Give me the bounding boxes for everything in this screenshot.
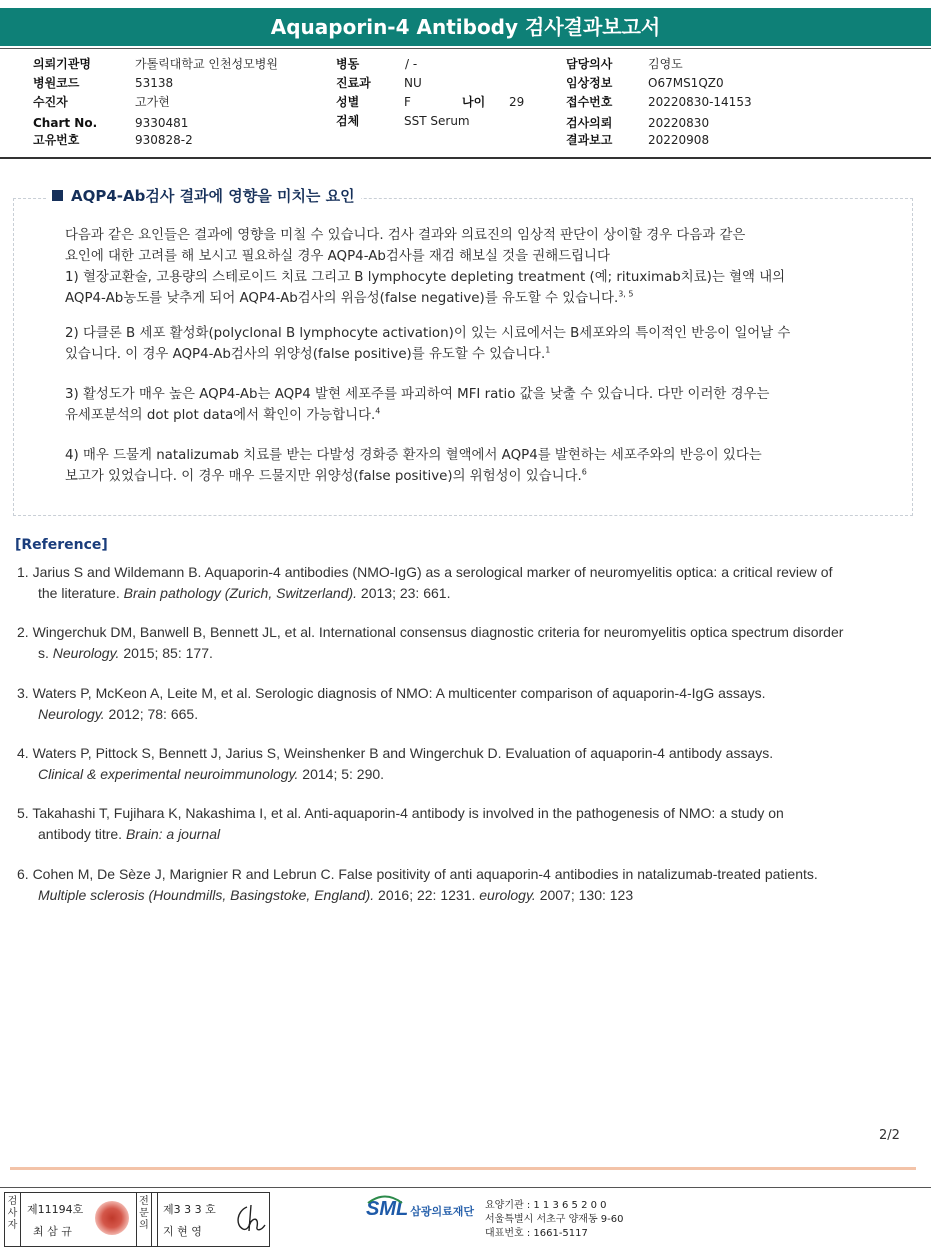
department-label: 진료과 — [336, 76, 371, 90]
unique-no-value: 930828-2 — [135, 133, 193, 147]
ward-value: / - — [405, 57, 418, 71]
reference-2-line-1: 2. Wingerchuk DM, Banwell B, Bennett JL, et al. International consensus diagnostic criteria for neuromyelitis optica spectrum disorder — [17, 624, 844, 640]
factor-4-line-1: 4) 매우 드물게 natalizumab 치료를 받는 다발성 경화증 환자의 혈액에서 AQP4를 발현하는 세포주와의 반응이 있다는 — [65, 448, 762, 463]
hospital-code-value: 53138 — [135, 76, 174, 90]
factor-1-line-1: 1) 혈장교환술, 고용량의 스테로이드 치료 그리고 B lymphocyte depleting treatment (예; rituximab치료)는 혈액 내의 — [65, 270, 786, 285]
seal-stamp-icon — [95, 1201, 129, 1235]
reference-5-text: antibody titre. — [38, 826, 126, 842]
factor-1-citation: 3, 5 — [618, 289, 634, 299]
reference-6-journal: Multiple sclerosis (Houndmills, Basingstoke, England). — [38, 887, 375, 903]
reference-2-citation: 2015; 85: 177. — [119, 645, 213, 661]
reference-3-line-2 — [17, 704, 927, 725]
examiner-name: 최 삼 규 — [33, 1225, 72, 1238]
factor-2-citation: 1 — [545, 345, 551, 355]
reference-5-journal: Brain: a journal — [125, 826, 221, 842]
requesting-org-value: 가톨릭대학교 인천성모병원 — [135, 57, 278, 71]
hospital-code-label: 병원코드 — [33, 76, 80, 90]
report-title: Aquaporin-4 Antibody 검사결과보고서 — [0, 8, 931, 46]
signature-box — [4, 1192, 270, 1247]
reference-6-line-2 — [17, 885, 927, 906]
factor-4-text: 보고가 있었습니다. 이 경우 매우 드물지만 위양성(false positive)의 위험성이 있습니다. — [65, 469, 582, 484]
footer-address: 서울특별시 서초구 양재동 9-60 — [485, 1214, 624, 1225]
reviewer-label — [136, 1193, 152, 1246]
footer-info — [485, 1199, 624, 1241]
reference-3-line-1: 3. Waters P, McKeon A, Leite M, et al. Serologic diagnosis of NMO: A multicenter comparison of aquaporin-4-IgG assays. — [17, 685, 766, 701]
header-divider-top — [0, 48, 931, 49]
reference-2-journal: Neurology. — [52, 645, 120, 661]
factor-3-line-1: 3) 활성도가 매우 높은 AQP4-Ab는 AQP4 발현 세포주를 파괴하여 MFI ratio 값을 낮출 수 있습니다. 다만 이러한 경우는 — [65, 387, 770, 402]
reference-4-line-2 — [17, 764, 927, 785]
age-label: 나이 — [462, 95, 486, 109]
ward-label: 병동 — [336, 57, 360, 71]
reviewer-license: 제3 3 3 호 — [163, 1203, 216, 1216]
doctor-label: 담당의사 — [566, 57, 613, 71]
patient-value: 고가현 — [135, 95, 170, 109]
reference-6-citation-2: 2007; 130: 123 — [535, 887, 634, 903]
factor-2-line-2 — [65, 344, 895, 365]
intro-line-1: 다음과 같은 요인들은 결과에 영향을 미칠 수 있습니다. 검사 결과와 의료진의 임상적 판단이 상이할 경우 다음과 같은 — [65, 228, 746, 243]
factor-4-line-2 — [65, 466, 895, 487]
section-title-text: AQP4-Ab검사 결과에 영향을 미치는 요인 — [71, 187, 355, 205]
clinical-info-label: 임상정보 — [566, 76, 613, 90]
intro-line-2: 요인에 대한 고려를 해 보시고 필요하실 경우 AQP4-Ab검사를 재검 해보실 것을 권해드립니다 — [65, 249, 610, 264]
footer-divider — [0, 1187, 931, 1188]
examiner-license: 제11194호 — [27, 1203, 84, 1216]
reviewer-label-text: 전문의 — [139, 1196, 149, 1231]
reference-3-journal: Neurology. — [38, 706, 105, 722]
factor-3-citation: 4 — [375, 406, 381, 416]
signature-icon — [233, 1201, 267, 1237]
factor-2 — [65, 323, 895, 365]
factor-3-line-2 — [65, 405, 895, 426]
reference-6 — [17, 864, 927, 906]
factor-4 — [65, 445, 895, 487]
specimen-value: SST Serum — [404, 114, 470, 128]
org-name: 삼광의료재단 — [410, 1205, 474, 1218]
reference-1-line-2 — [17, 583, 927, 604]
factor-1-line-2 — [65, 288, 895, 309]
sex-value: F — [404, 95, 411, 109]
reference-5 — [17, 803, 927, 845]
unique-no-label: 고유번호 — [33, 133, 80, 147]
factor-3-text: 유세포분석의 dot plot data에서 확인이 가능합니다. — [65, 408, 376, 423]
doctor-value: 김영도 — [648, 57, 683, 71]
factor-1-text: AQP4-Ab농도를 낮추게 되어 AQP4-Ab검사의 위음성(false negative)를 유도할 수 있습니다. — [65, 291, 619, 306]
patient-label: 수진자 — [33, 95, 68, 109]
receipt-no-value: 20220830-14153 — [648, 95, 752, 109]
reference-6-line-1: 6. Cohen M, De Sèze J, Marignier R and Lebrun C. False positivity of anti aquaporin-4 antibodies in natalizumab-treated patients. — [17, 866, 818, 882]
reference-2-text: s. — [38, 645, 53, 661]
examiner-label — [5, 1193, 21, 1246]
reviewer-name: 지 현 영 — [163, 1225, 202, 1238]
factor-2-line-1: 2) 다클론 B 세포 활성화(polyclonal B lymphocyte activation)이 있는 시료에서는 B세포와의 특이적인 반응이 일어날 수 — [65, 326, 791, 341]
reference-2 — [17, 622, 927, 664]
test-request-value: 20220830 — [648, 116, 710, 130]
reference-4-line-1: 4. Waters P, Pittock S, Bennett J, Jarius S, Weinshenker B and Wingerchuk D. Evaluation of aquaporin-4 antibody assays. — [17, 745, 774, 761]
footer-accent-line — [10, 1167, 916, 1170]
requesting-org-label: 의뢰기관명 — [33, 57, 91, 71]
reference-1 — [17, 562, 927, 604]
result-report-label: 결과보고 — [566, 133, 613, 147]
examiner-label-text: 검사자 — [7, 1196, 18, 1231]
reference-3-citation: 2012; 78: 665. — [104, 706, 199, 722]
reference-1-citation: 2013; 23: 661. — [357, 585, 451, 601]
factor-4-citation: 6 — [581, 467, 587, 477]
header-divider-bottom — [0, 157, 931, 159]
square-bullet-icon — [52, 190, 63, 201]
reference-5-line-1: 5. Takahashi T, Fujihara K, Nakashima I, et al. Anti-aquaporin-4 antibody is involved in the pathogenesis of NMO: a study on — [17, 805, 784, 821]
reference-1-journal: Brain pathology (Zurich, Switzerland). — [123, 585, 358, 601]
sex-label: 성별 — [336, 95, 360, 109]
test-request-label: 검사의뢰 — [566, 116, 613, 130]
reference-2-line-2 — [17, 643, 927, 664]
reference-heading: [Reference] — [15, 537, 108, 553]
reference-1-line-1: 1. Jarius S and Wildemann B. Aquaporin-4 antibodies (NMO-IgG) as a serological marker of neuromyelitis optica: a critical review of — [17, 564, 833, 580]
chart-no-value: 9330481 — [135, 116, 189, 130]
reference-1-text: the literature. — [38, 585, 124, 601]
intro-paragraph — [65, 225, 895, 309]
reference-6-citation: 2016; 22: 1231. — [374, 887, 480, 903]
reference-4-citation: 2014; 5: 290. — [298, 766, 385, 782]
reference-5-line-2 — [17, 824, 927, 845]
sml-logo — [366, 1198, 474, 1221]
reference-6-journal-2: eurology. — [479, 887, 536, 903]
page-number: 2/2 — [879, 1128, 900, 1143]
chart-no-label: Chart No. — [33, 116, 98, 130]
department-value: NU — [404, 76, 422, 90]
logo-text: SML — [366, 1198, 409, 1220]
factor-3 — [65, 384, 895, 426]
age-value: 29 — [509, 95, 525, 109]
reference-3 — [17, 683, 927, 725]
care-institution: 요양기관 : 1 1 3 6 5 2 0 0 — [485, 1200, 607, 1211]
clinical-info-value: O67MS1QZ0 — [648, 76, 724, 90]
section-title — [46, 186, 361, 206]
result-report-value: 20220908 — [648, 133, 710, 147]
footer-phone: 대표번호 : 1661-5117 — [485, 1228, 588, 1239]
specimen-label: 검체 — [336, 114, 360, 128]
receipt-no-label: 접수번호 — [566, 95, 613, 109]
logo-arc-icon — [366, 1194, 404, 1204]
reference-4 — [17, 743, 927, 785]
factor-2-text: 있습니다. 이 경우 AQP4-Ab검사의 위양성(false positive)를 유도할 수 있습니다. — [65, 347, 546, 362]
reference-4-journal: Clinical & experimental neuroimmunology. — [38, 766, 299, 782]
